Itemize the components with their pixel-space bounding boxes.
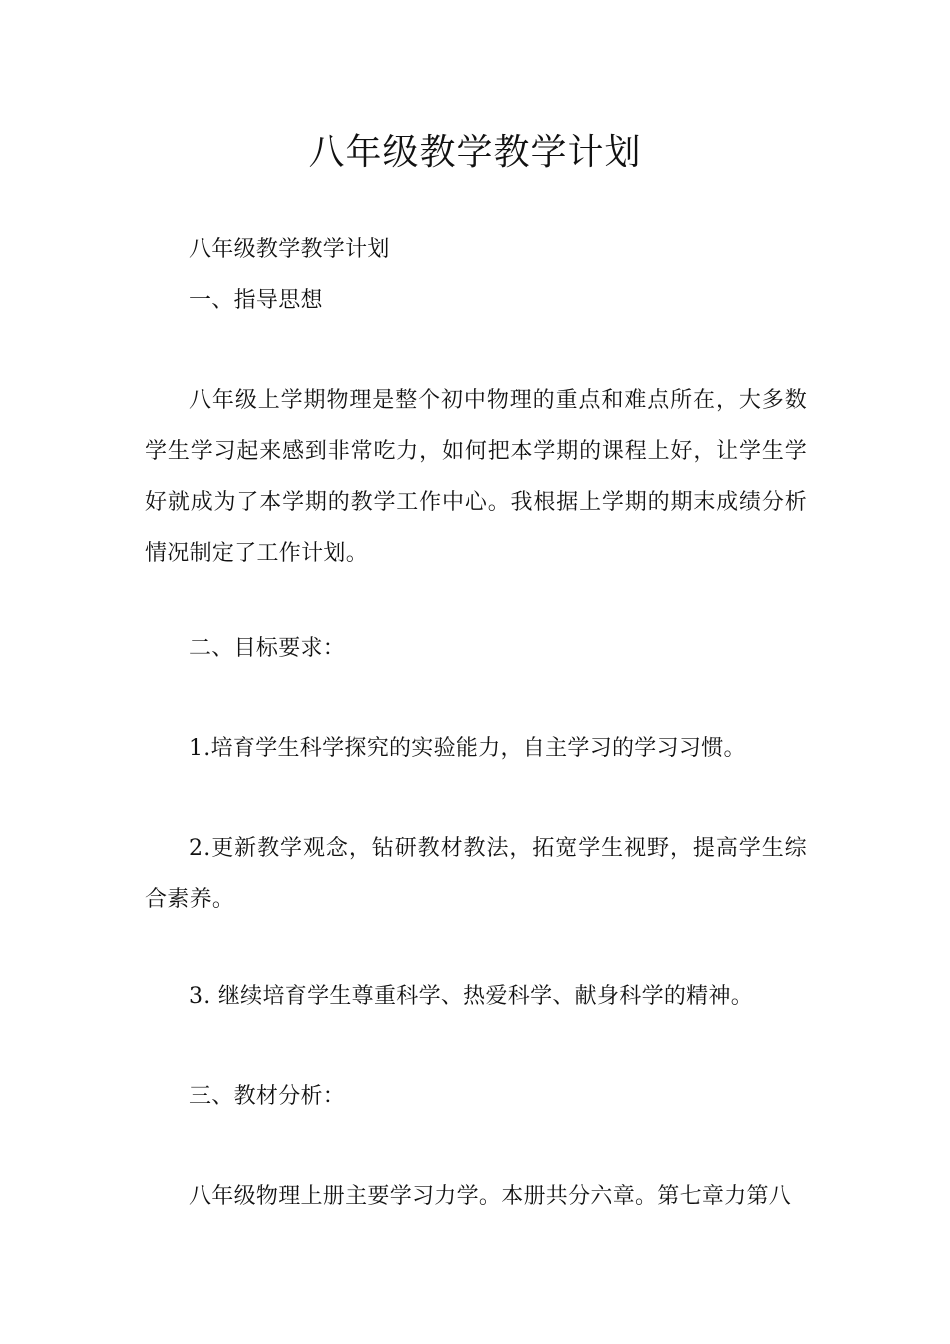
document-title: 八年级教学教学计划 (308, 132, 642, 173)
paragraph-textbook-analysis: 八年级物理上册主要学习力学。本册共分六章。第七章力第八 (189, 1184, 792, 1209)
section-heading-guiding-thought: 一、指导思想 (189, 288, 323, 313)
section-heading-textbook-analysis: 三、教材分析： (189, 1084, 346, 1109)
goal-item-3: 3. 继续培育学生尊重科学、热爱科学、献身科学的精神。 (189, 984, 754, 1009)
goal-item-2: 2.更新教学观念，钻研教材教法，拓宽学生视野，提高学生综合素养。 (145, 836, 807, 912)
paragraph-guiding-thought: 八年级上学期物理是整个初中物理的重点和难点所在，大多数学生学习起来感到非常吃力，如何把本学期的课程上好，让学生学好就成为了本学期的教学工作中心。我根据上学期的期末成绩分析情况制定了工作计划。 (145, 388, 807, 566)
goal-item-1: 1.培育学生科学探究的实验能力，自主学习的学习习惯。 (189, 736, 746, 761)
paragraph-subtitle: 八年级教学教学计划 (189, 237, 390, 262)
section-heading-goals: 二、目标要求： (189, 636, 346, 661)
